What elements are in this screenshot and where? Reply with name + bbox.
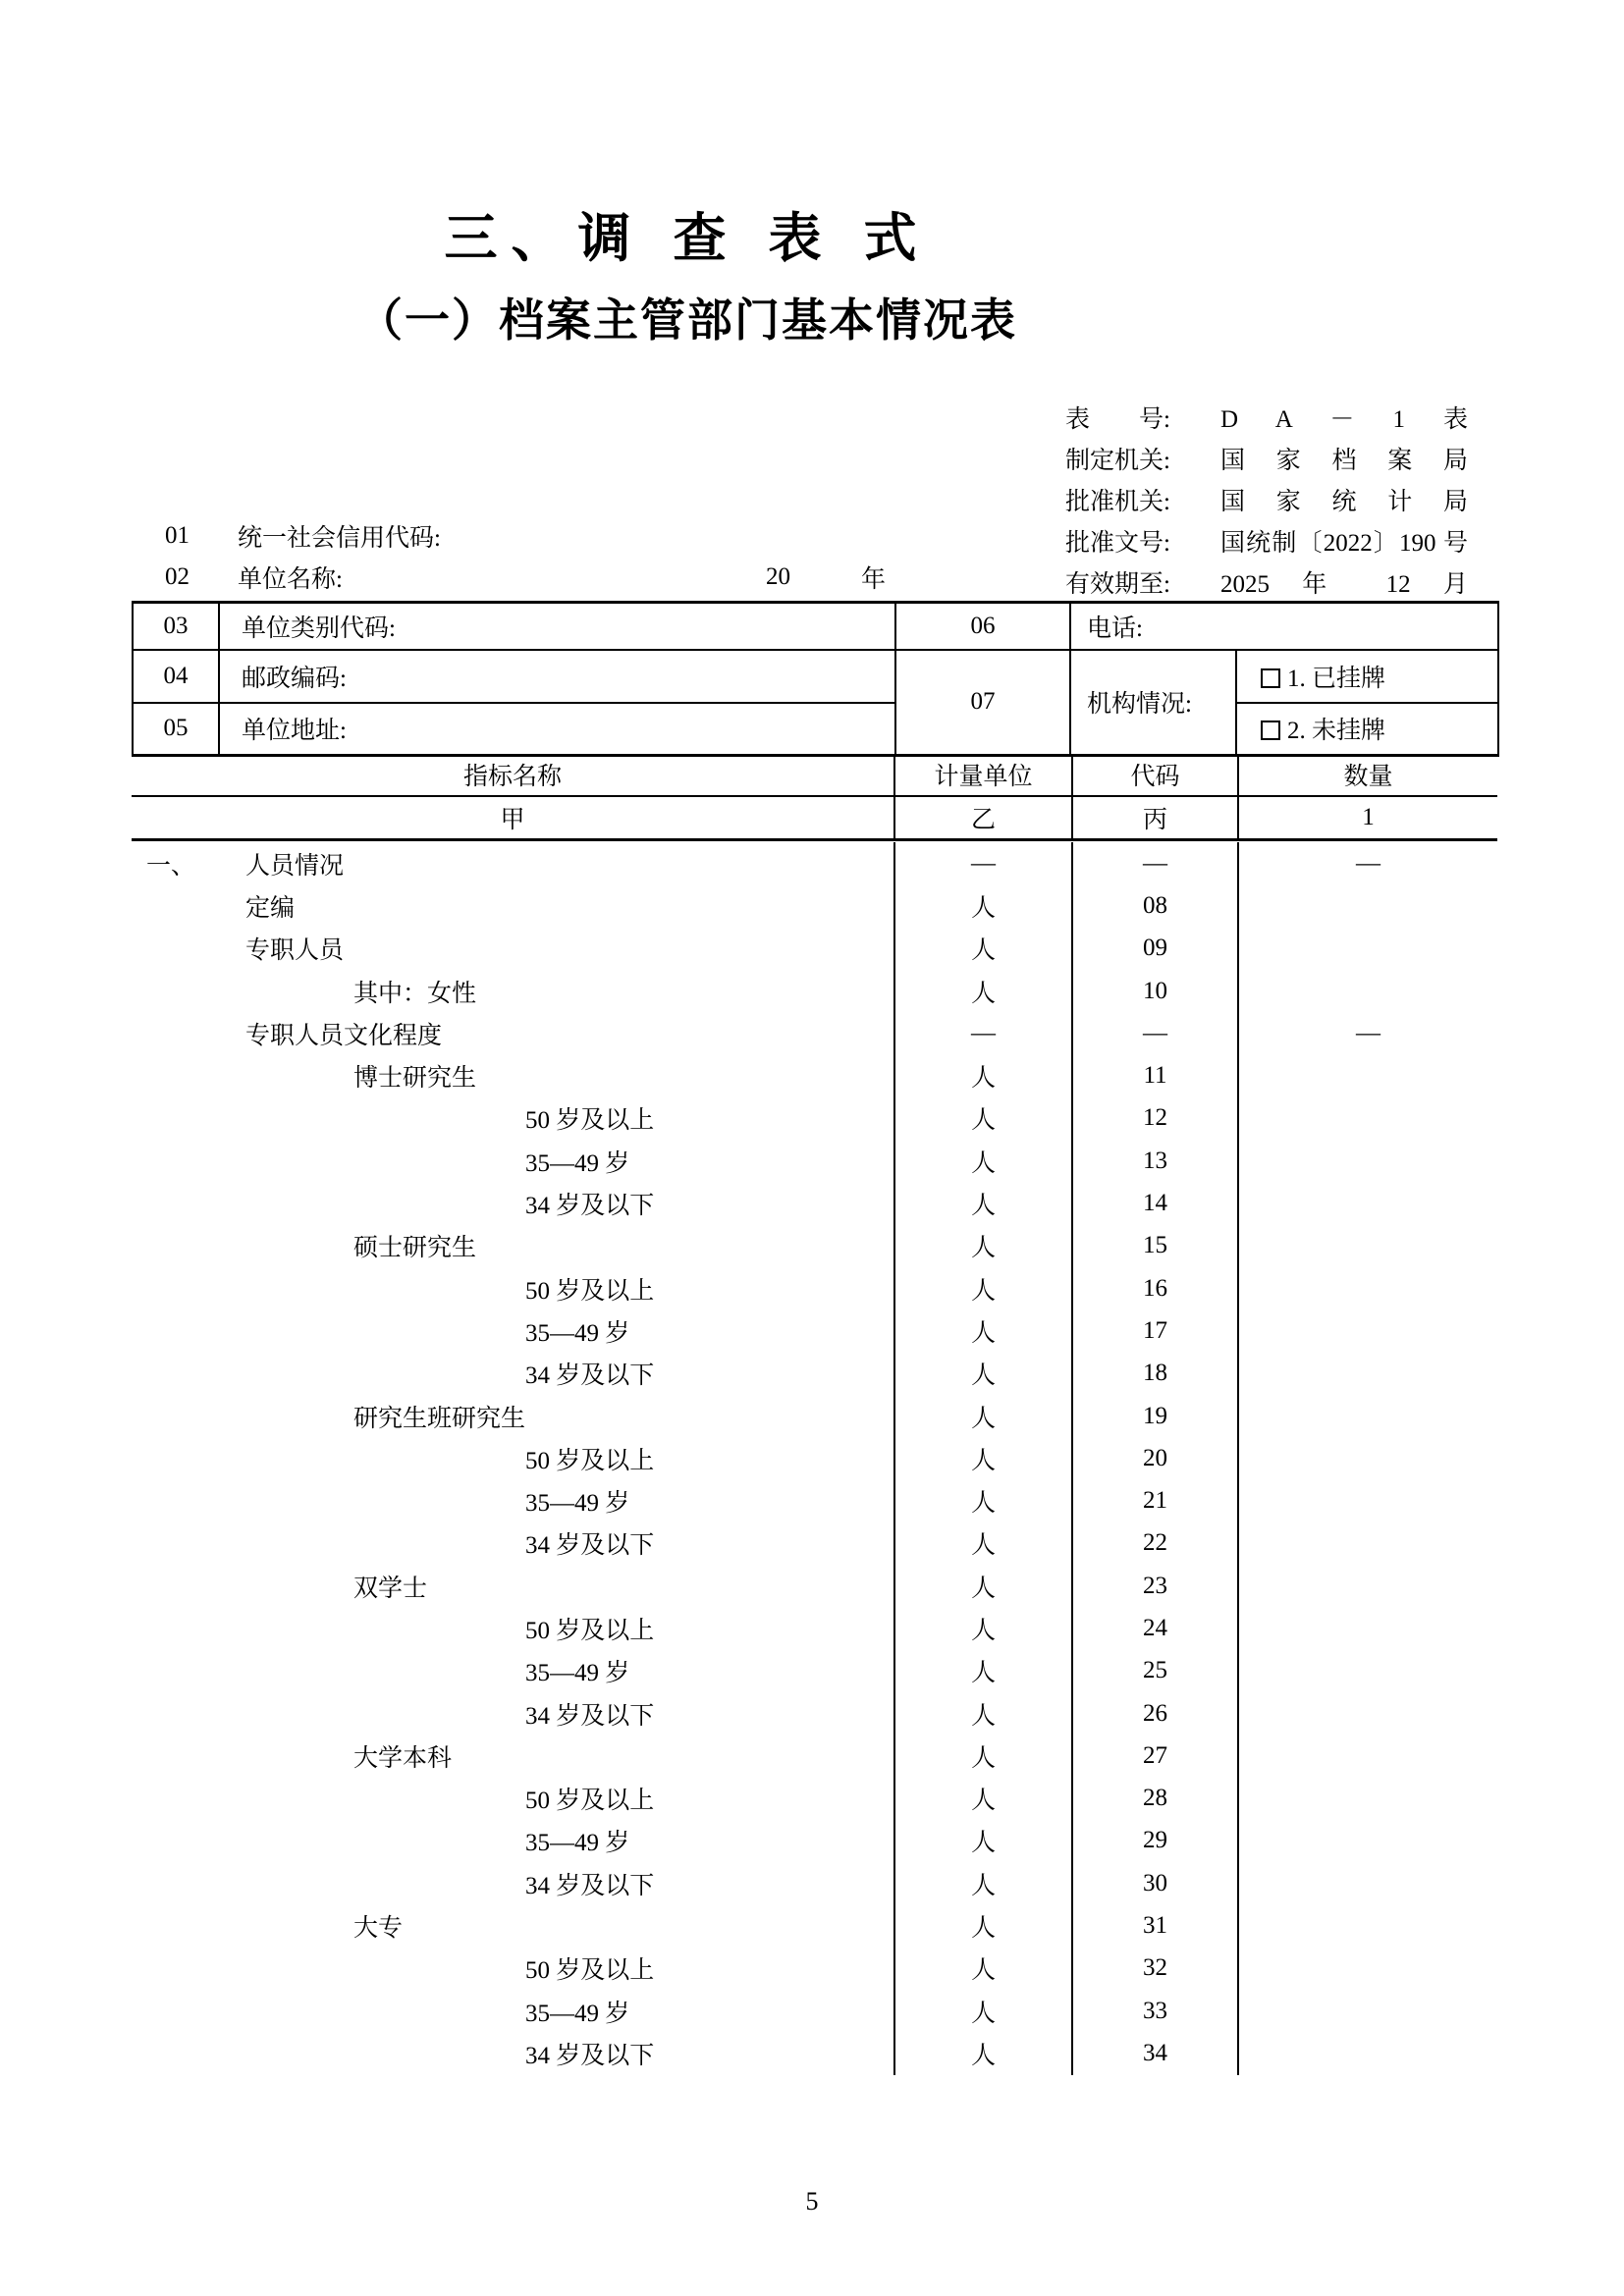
code-cell: 30	[1072, 1862, 1238, 1904]
meta-value: 国统制〔2022〕190 号	[1220, 530, 1468, 557]
unit-cell: 人	[894, 1267, 1072, 1309]
quantity-cell	[1238, 1097, 1497, 1140]
code-cell: 22	[1072, 1522, 1238, 1565]
table-row-postcode	[133, 650, 1498, 703]
code-cell: 20	[1072, 1437, 1238, 1479]
table-row	[132, 842, 1497, 884]
col-subheader: 甲	[500, 806, 525, 833]
indicator-label-cell	[132, 1904, 894, 1947]
indicator-label: 硕士研究生	[353, 1235, 477, 1262]
indicator-label-cell	[132, 1309, 894, 1352]
table-row-address	[133, 703, 1498, 756]
table-row-unit-type	[133, 603, 1498, 650]
code-cell: 32	[1072, 1948, 1238, 1990]
indicator-label: 50 岁及以上	[525, 1277, 655, 1305]
quantity-cell	[1238, 1650, 1497, 1692]
table-row	[132, 1140, 1497, 1182]
quantity-cell	[1238, 1862, 1497, 1904]
indicator-label-cell	[132, 1140, 894, 1182]
indicator-label: 35—49 岁	[525, 1149, 630, 1177]
code-cell: 28	[1072, 1778, 1238, 1820]
indicator-label: 50 岁及以上	[525, 1788, 655, 1815]
page-number: 5	[805, 2187, 819, 2216]
field-label: 邮政编码:	[219, 650, 895, 703]
quantity-cell	[1238, 1054, 1497, 1096]
code-cell: —	[1072, 842, 1238, 884]
indicator-label-cell	[132, 1735, 894, 1777]
unit-cell: 人	[894, 1948, 1072, 1990]
indicator-label: 50 岁及以上	[525, 1957, 655, 1985]
field-number: 01	[165, 522, 189, 549]
indicator-label-cell	[132, 1437, 894, 1479]
table-row	[132, 1437, 1497, 1479]
code-cell: 09	[1072, 928, 1238, 970]
indicator-label: 34 岁及以下	[525, 1532, 655, 1560]
indicator-label-cell	[132, 1054, 894, 1096]
quantity-cell	[1238, 1778, 1497, 1820]
table-row	[132, 1778, 1497, 1820]
table-row	[132, 1820, 1497, 1862]
indicator-table-body	[132, 842, 1497, 2075]
page-title: 三、调 查 表 式	[444, 209, 931, 268]
quantity-cell	[1238, 1607, 1497, 1649]
unit-cell: 人	[894, 1353, 1072, 1395]
indicator-label: 34 岁及以下	[525, 2042, 655, 2069]
unit-cell: 人	[894, 1395, 1072, 1437]
field-code: 06	[895, 603, 1070, 650]
indicator-label: 其中：女性	[353, 980, 477, 1007]
unit-cell: 人	[894, 1522, 1072, 1565]
unit-cell: 人	[894, 928, 1072, 970]
field-number: 04	[133, 650, 219, 703]
unit-cell: 人	[894, 1735, 1072, 1777]
quantity-cell: —	[1238, 1012, 1497, 1054]
indicator-label: 35—49 岁	[525, 2000, 630, 2027]
code-cell: 19	[1072, 1395, 1238, 1437]
meta-value: D A － 1 表	[1220, 406, 1468, 433]
quantity-cell	[1238, 1904, 1497, 1947]
field-label: 单位类别代码:	[219, 603, 895, 650]
field-label: 单位地址:	[219, 703, 895, 756]
col-subheader: 丙	[1072, 796, 1238, 839]
code-cell: —	[1072, 1012, 1238, 1054]
code-cell: 08	[1072, 884, 1238, 927]
table-row	[132, 2032, 1497, 2074]
subheader-row	[132, 796, 1497, 839]
indicator-label-cell	[132, 970, 894, 1012]
checkbox-icon	[1261, 668, 1280, 688]
table-row	[132, 1097, 1497, 1140]
indicator-label-cell	[132, 884, 894, 927]
indicator-label: 35—49 岁	[525, 1830, 630, 1857]
unit-cell: 人	[894, 1182, 1072, 1224]
meta-line-issuing-agency	[1065, 438, 1468, 479]
quantity-cell	[1238, 1522, 1497, 1565]
indicator-label-cell	[132, 1097, 894, 1140]
unit-cell: 人	[894, 1904, 1072, 1947]
indicator-label-cell	[132, 1353, 894, 1395]
table-row	[132, 1735, 1497, 1777]
quantity-cell	[1238, 1565, 1497, 1607]
col-header-indicator: 指标名称	[132, 754, 894, 796]
unit-cell: 人	[894, 970, 1072, 1012]
indicator-label: 专职人员	[245, 937, 345, 965]
col-subheader: 乙	[894, 796, 1072, 839]
table-row	[132, 1650, 1497, 1692]
table-row	[132, 1012, 1497, 1054]
indicator-label-cell	[132, 928, 894, 970]
indicator-label-cell	[132, 1225, 894, 1267]
quantity-cell	[1238, 1140, 1497, 1182]
indicator-label-cell	[132, 1479, 894, 1522]
col-subheader: 1	[1238, 796, 1497, 839]
col-header-quantity: 数量	[1238, 754, 1497, 796]
quantity-cell	[1238, 970, 1497, 1012]
code-cell: 21	[1072, 1479, 1238, 1522]
unit-cell: 人	[894, 1820, 1072, 1862]
indicator-table-header	[132, 754, 1497, 841]
quantity-cell	[1238, 1267, 1497, 1309]
meta-label: 表 号:	[1065, 406, 1170, 433]
table-row	[132, 884, 1497, 927]
table-row	[132, 1904, 1497, 1947]
indicator-label-cell	[132, 1565, 894, 1607]
table-row	[132, 1692, 1497, 1735]
field-row-unit-name	[132, 557, 1497, 598]
indicator-label: 人员情况	[245, 852, 345, 880]
quantity-cell	[1238, 1225, 1497, 1267]
quantity-cell	[1238, 1820, 1497, 1862]
code-cell: 29	[1072, 1820, 1238, 1862]
meta-label: 有效期至:	[1065, 571, 1170, 598]
unit-cell: 人	[894, 1437, 1072, 1479]
indicator-label-cell	[132, 1778, 894, 1820]
quantity-cell	[1238, 1948, 1497, 1990]
unit-cell: 人	[894, 1862, 1072, 1904]
option-not-listed	[1236, 703, 1498, 756]
indicator-label: 34 岁及以下	[525, 1362, 655, 1390]
year-suffix: 年	[861, 566, 887, 593]
code-cell: 34	[1072, 2032, 1238, 2074]
indicator-label-cell	[132, 1990, 894, 2032]
col-header-unit: 计量单位	[894, 754, 1072, 796]
table-row	[132, 1182, 1497, 1224]
year-field	[766, 557, 886, 598]
unit-cell: 人	[894, 1990, 1072, 2032]
field-label-phone: 电话:	[1070, 603, 1498, 650]
indicator-label: 双学士	[353, 1575, 428, 1602]
quantity-cell	[1238, 1990, 1497, 2032]
indicator-label: 50 岁及以上	[525, 1617, 655, 1644]
code-cell: 33	[1072, 1990, 1238, 2032]
table-row	[132, 928, 1497, 970]
code-cell: 13	[1072, 1140, 1238, 1182]
meta-value: 2025 年 12 月	[1220, 571, 1468, 598]
meta-label: 批准机关:	[1065, 489, 1170, 515]
form-title: （一）档案主管部门基本情况表	[357, 294, 1017, 346]
quantity-cell	[1238, 2032, 1497, 2074]
indicator-label: 35—49 岁	[525, 1490, 630, 1518]
section-number: 一、	[146, 852, 196, 880]
quantity-cell	[1238, 1437, 1497, 1479]
unit-cell: —	[894, 1012, 1072, 1054]
meta-line-form-number	[1065, 397, 1468, 438]
indicator-label-cell	[132, 1948, 894, 1990]
meta-label: 批准文号:	[1065, 530, 1170, 557]
indicator-label-cell	[132, 1692, 894, 1735]
unit-cell: 人	[894, 1097, 1072, 1140]
code-cell: 31	[1072, 1904, 1238, 1947]
table-row	[132, 970, 1497, 1012]
unit-cell: 人	[894, 1309, 1072, 1352]
unit-cell: 人	[894, 1565, 1072, 1607]
unit-cell: 人	[894, 1479, 1072, 1522]
indicator-label: 定编	[245, 894, 296, 922]
table-row	[132, 1990, 1497, 2032]
indicator-label-cell	[132, 1522, 894, 1565]
indicator-label: 35—49 岁	[525, 1660, 630, 1687]
unit-cell: 人	[894, 1692, 1072, 1735]
table-row	[132, 1479, 1497, 1522]
code-cell: 12	[1072, 1097, 1238, 1140]
code-cell: 10	[1072, 970, 1238, 1012]
meta-value: 国 家 统 计 局	[1220, 489, 1468, 515]
quantity-cell	[1238, 1182, 1497, 1224]
quantity-cell	[1238, 928, 1497, 970]
indicator-label-cell	[132, 1607, 894, 1649]
quantity-cell	[1238, 1395, 1497, 1437]
code-cell: 18	[1072, 1353, 1238, 1395]
indicator-label-cell	[132, 1820, 894, 1862]
unit-cell: —	[894, 842, 1072, 884]
quantity-cell	[1238, 1735, 1497, 1777]
field-label-org-status: 机构情况:	[1070, 650, 1236, 756]
unit-cell: 人	[894, 2032, 1072, 2074]
table-row	[132, 1948, 1497, 1990]
quantity-cell	[1238, 1479, 1497, 1522]
unit-cell: 人	[894, 1054, 1072, 1096]
field-label: 统一社会信用代码:	[238, 525, 441, 552]
unit-cell: 人	[894, 884, 1072, 927]
indicator-label: 35—49 岁	[525, 1319, 630, 1347]
code-cell: 17	[1072, 1309, 1238, 1352]
code-cell: 11	[1072, 1054, 1238, 1096]
table-row	[132, 1054, 1497, 1096]
unit-cell: 人	[894, 1778, 1072, 1820]
indicator-label-cell	[132, 1267, 894, 1309]
table-row	[132, 1309, 1497, 1352]
code-cell: 16	[1072, 1267, 1238, 1309]
field-number: 03	[133, 603, 219, 650]
quantity-cell	[1238, 1309, 1497, 1352]
meta-label: 制定机关:	[1065, 448, 1170, 474]
code-cell: 27	[1072, 1735, 1238, 1777]
table-row	[132, 1353, 1497, 1395]
indicator-label-cell	[132, 1650, 894, 1692]
indicator-label: 专职人员文化程度	[245, 1022, 443, 1049]
col-header-code: 代码	[1072, 754, 1238, 796]
code-cell: 25	[1072, 1650, 1238, 1692]
indicator-label-cell	[132, 1862, 894, 1904]
indicator-label-cell	[132, 1182, 894, 1224]
indicator-label: 34 岁及以下	[525, 1193, 655, 1220]
indicator-label: 34 岁及以下	[525, 1872, 655, 1899]
field-code: 07	[895, 650, 1070, 756]
indicator-label: 50 岁及以上	[525, 1107, 655, 1135]
indicator-label-cell	[132, 1395, 894, 1437]
table-row	[132, 1607, 1497, 1649]
checkbox-icon	[1261, 721, 1280, 740]
indicator-label: 博士研究生	[353, 1065, 477, 1093]
table-row	[132, 1225, 1497, 1267]
indicator-label: 研究生班研究生	[353, 1405, 526, 1432]
header-row	[132, 754, 1497, 796]
code-cell: 26	[1072, 1692, 1238, 1735]
indicator-label: 大学本科	[353, 1744, 453, 1772]
option-listed	[1236, 650, 1498, 703]
indicator-label: 50 岁及以上	[525, 1447, 655, 1474]
option-label: 1. 已挂牌	[1287, 665, 1386, 692]
indicator-label-cell	[132, 1012, 894, 1054]
table-row	[132, 1565, 1497, 1607]
unit-cell: 人	[894, 1140, 1072, 1182]
table-row	[132, 1862, 1497, 1904]
unit-cell: 人	[894, 1607, 1072, 1649]
field-number: 05	[133, 703, 219, 756]
unit-cell: 人	[894, 1650, 1072, 1692]
indicator-label-cell	[132, 842, 894, 884]
indicator-label: 34 岁及以下	[525, 1702, 655, 1730]
indicator-label: 大专	[353, 1915, 404, 1943]
meta-value: 国 家 档 案 局	[1220, 448, 1468, 474]
meta-line-approving-agency	[1065, 479, 1468, 520]
code-cell: 24	[1072, 1607, 1238, 1649]
quantity-cell	[1238, 1692, 1497, 1735]
year-prefix: 20	[766, 563, 790, 590]
field-label: 单位名称:	[238, 566, 343, 593]
table-row	[132, 1267, 1497, 1309]
quantity-cell: —	[1238, 842, 1497, 884]
table-row	[132, 1395, 1497, 1437]
quantity-cell	[1238, 1353, 1497, 1395]
field-number: 02	[165, 563, 189, 590]
option-label: 2. 未挂牌	[1287, 718, 1386, 745]
unit-cell: 人	[894, 1225, 1072, 1267]
quantity-cell	[1238, 884, 1497, 927]
code-cell: 15	[1072, 1225, 1238, 1267]
indicator-label-cell	[132, 2032, 894, 2074]
info-table	[132, 601, 1499, 757]
field-row-credit-code	[132, 515, 1497, 557]
code-cell: 23	[1072, 1565, 1238, 1607]
table-row	[132, 1522, 1497, 1565]
code-cell: 14	[1072, 1182, 1238, 1224]
